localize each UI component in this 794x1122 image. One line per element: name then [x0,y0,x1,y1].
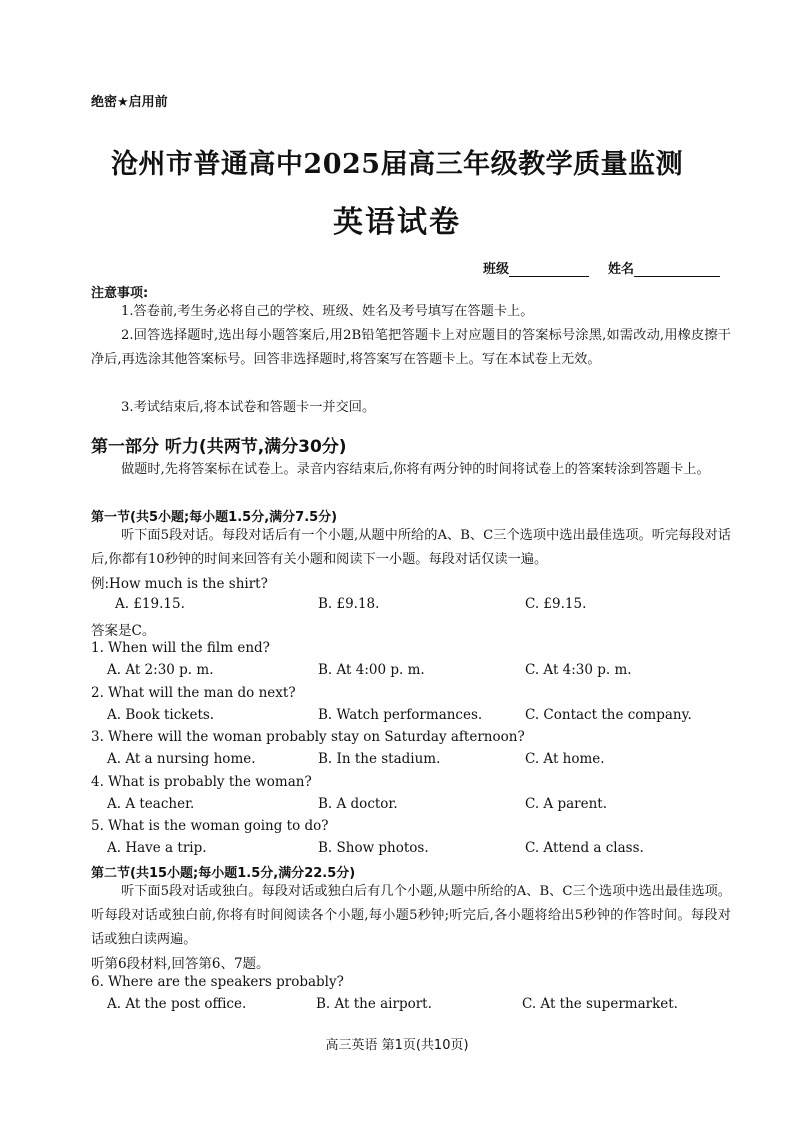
page-footer: 高三英语 第1页(共10页) [325,1038,469,1053]
question-4-option-c: C. A parent. [525,796,608,812]
example-option-a: A. £19.15. [115,596,185,612]
question-1: 1. When will the film end? [91,640,270,656]
question-4-option-a: A. A teacher. [107,796,195,812]
question-5-option-b: B. Show photos. [318,840,429,856]
confidential-label: 绝密★启用前 [91,95,168,110]
question-1-option-c: C. At 4:30 p. m. [525,662,632,678]
note-item-3: 3.考试结束后,将本试卷和答题卡一并交回。 [121,400,376,415]
section1-instructions: 听下面5段对话。每段对话后有一个小题,从题中所给的A、B、C三个选项中选出最佳选项。听完每段对话后,你都有10秒钟的时间来回答有关小题和阅读下一小题。每段对话仅读一遍。 [91,528,731,567]
question-6-option-a: A. At the post office. [107,996,247,1012]
question-2: 2. What will the man do next? [91,685,296,701]
question-2-option-c: C. Contact the company. [525,707,692,723]
question-1-option-a: A. At 2:30 p. m. [107,662,214,678]
question-3-option-c: C. At home. [525,751,605,767]
name-blank [634,264,720,277]
question-3-option-a: A. At a nursing home. [107,751,256,767]
question-1-option-b: B. At 4:00 p. m. [318,662,425,678]
section1-heading: 第一节(共5小题;每小题1.5分,满分7.5分) [91,510,338,525]
question-5-option-c: C. Attend a class. [525,840,644,856]
name-field [608,258,720,277]
example-answer: 答案是C。 [91,623,156,639]
note-item-2: 2.回答选择题时,选出每小题答案后,用2B铅笔把答题卡上对应题目的答案标号涂黑,如需改动,用橡皮擦干净后,再选涂其他答案标号。回答非选择题时,将答案写在答题卡上。写在本试卷上无效。 [91,328,731,367]
question-2-option-a: A. Book tickets. [107,707,215,723]
exam-title: 沧州市普通高中2025届高三年级教学质量监测 [110,149,684,180]
notes-heading: 注意事项: [91,286,149,301]
question-5-option-a: A. Have a trip. [107,840,207,856]
question-6-option-b: B. At the airport. [316,996,432,1012]
question-3-option-b: B. In the stadium. [318,751,441,767]
class-label: 班级 [483,262,510,277]
question-5: 5. What is the woman going to do? [91,818,329,834]
example-option-c: C. £9.15. [525,596,587,612]
class-field [483,258,589,277]
question-3: 3. Where will the woman probably stay on Saturday afternoon? [91,729,525,745]
question-4-option-b: B. A doctor. [318,796,398,812]
section2-heading: 第二节(共15小题;每小题1.5分,满分22.5分) [91,866,356,881]
section2-instructions: 听下面5段对话或独白。每段对话或独白后有几个小题,从题中所给的A、B、C三个选项中选出最佳选项。听每段对话或独白前,你将有时间阅读各个小题,每小题5秒钟;听完后,各小题将给出5秒钟的作答时间。每段对话或独白读两遍。 [91,884,731,947]
note-item-1: 1.答卷前,考生务必将自己的学校、班级、姓名及考号填写在答题卡上。 [121,304,534,319]
class-blank [509,264,589,277]
part1-intro: 做题时,先将答案标在试卷上。录音内容结束后,你将有两分钟的时间将试卷上的答案转涂到答题卡上。 [121,462,710,477]
question-6-option-c: C. At the supermarket. [522,996,678,1012]
example-question: 例:How much is the shirt? [91,576,268,592]
exam-subtitle: 英语试卷 [333,205,461,240]
part1-heading: 第一部分 听力(共两节,满分30分) [91,437,347,457]
question-4: 4. What is probably the woman? [91,774,312,790]
question-2-option-b: B. Watch performances. [318,707,483,723]
example-option-b: B. £9.18. [318,596,380,612]
question-6: 6. Where are the speakers probably? [91,974,344,990]
name-label: 姓名 [608,262,635,277]
section2-material: 听第6段材料,回答第6、7题。 [91,956,270,972]
